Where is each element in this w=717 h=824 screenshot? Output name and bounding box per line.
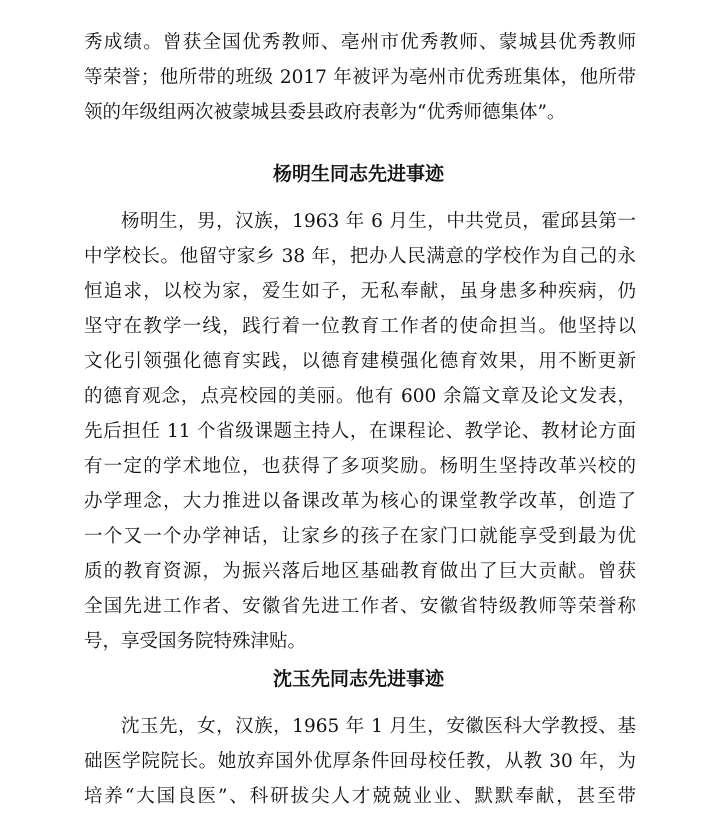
text-line: 文化引领强化德育实践，以德育建模强化德育效果，用不断更新 <box>84 351 636 372</box>
text-line: 础医学院院长。她放弃国外优厚条件回母校任教，从教 30 年，为 <box>84 751 636 772</box>
intro-paragraph <box>84 25 636 130</box>
text-line: 等荣誉；他所带的班级 2017 年被评为亳州市优秀班集体，他所带 <box>84 67 636 88</box>
section-heading-yang: 杨明生同志先进事迹 <box>272 163 444 185</box>
text-line: 恒追求，以校为家，爱生如子，无私奉献，虽身患多种疾病，仍 <box>84 281 636 302</box>
section-paragraph-yang <box>84 204 636 659</box>
text-line: 质的教育资源，为振兴落后地区基础教育做出了巨大贡献。曾获 <box>84 561 636 582</box>
section-heading-shen: 沈玉先同志先进事迹 <box>272 668 444 690</box>
text-line: 号，享受国务院特殊津贴。 <box>84 631 307 652</box>
text-line: 中学校长。他留守家乡 38 年，把办人民满意的学校作为自己的永 <box>84 246 636 267</box>
text-line: 全国先进工作者、安徽省先进工作者、安徽省特级教师等荣誉称 <box>84 596 636 617</box>
text-line: 杨明生，男，汉族，1963 年 6 月生，中共党员，霍邱县第一 <box>121 211 636 232</box>
text-line: 的德育观念，点亮校园的美丽。他有 600 余篇文章及论文发表， <box>84 386 636 407</box>
text-line: 秀成绩。曾获全国优秀教师、亳州市优秀教师、蒙城县优秀教师 <box>84 32 636 53</box>
section-paragraph-shen <box>84 709 636 814</box>
text-line: 有一定的学术地位，也获得了多项奖励。杨明生坚持改革兴校的 <box>84 456 636 477</box>
text-line: 办学理念，大力推进以备课改革为核心的课堂教学改革，创造了 <box>84 491 636 512</box>
text-line: 先后担任 11 个省级课题主持人，在课程论、教学论、教材论方面 <box>84 421 636 442</box>
text-line: 领的年级组两次被蒙城县委县政府表彰为“优秀师德集体”。 <box>84 102 566 123</box>
text-line: 坚守在教学一线，践行着一位教育工作者的使命担当。他坚持以 <box>84 316 636 337</box>
text-line: 一个又一个办学神话，让家乡的孩子在家门口就能享受到最为优 <box>84 526 636 547</box>
text-line: 培养“大国良医”、科研拔尖人才兢兢业业、默默奉献，甚至带 <box>84 786 636 807</box>
text-line: 沈玉先，女，汉族，1965 年 1 月生，安徽医科大学教授、基 <box>121 716 636 737</box>
